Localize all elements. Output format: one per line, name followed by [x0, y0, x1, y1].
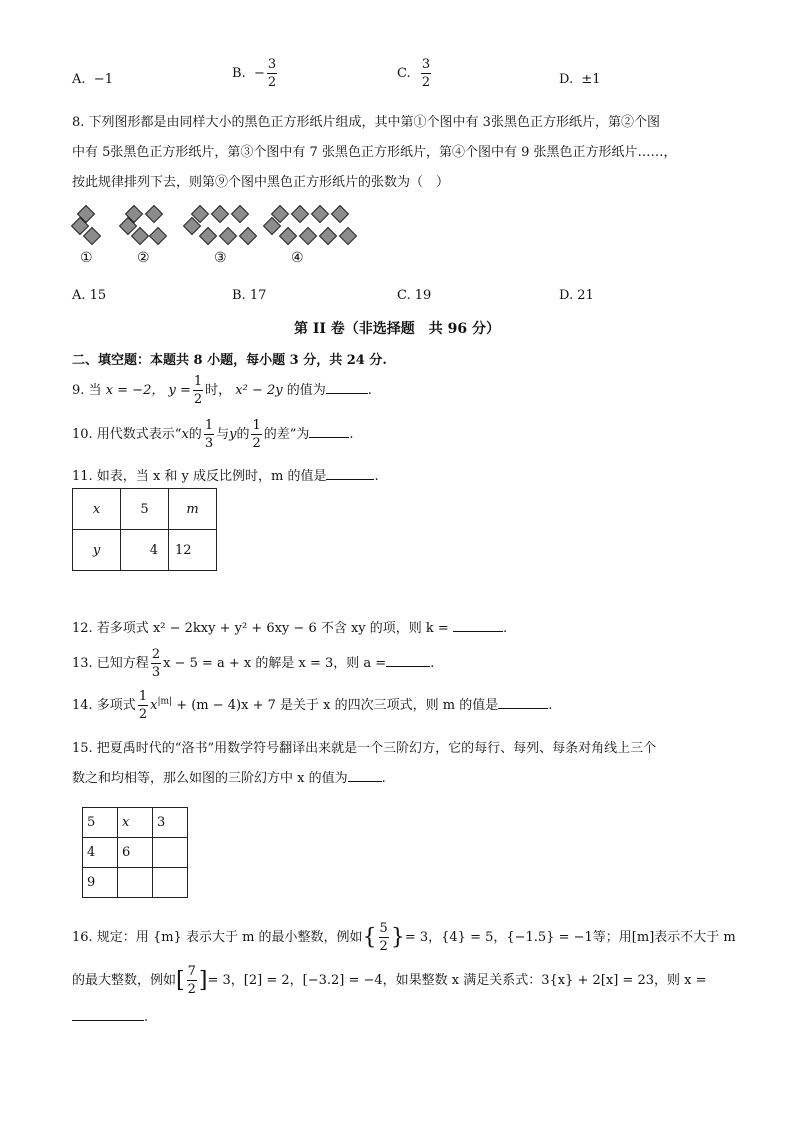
q11-answer-blank[interactable] — [326, 467, 374, 480]
paper-square — [232, 206, 249, 223]
table-cell: y — [73, 530, 121, 571]
figure-label-3: ③ — [214, 250, 227, 266]
q7-option-d: D. ±1 — [559, 72, 601, 87]
paper-square — [212, 206, 229, 223]
q12-answer-blank[interactable] — [453, 619, 503, 632]
grid-cell: 4 — [83, 838, 118, 868]
q14: 14. 多项式 $\frac{1}{2}$ $x^{|m|} + (m - 4)x + 7$ 是关于 x 的四次三项式，则 m 的值是 . — [72, 689, 553, 722]
q8-option-d: D. 21 — [559, 288, 594, 303]
figure-1 — [72, 206, 101, 245]
figure-3 — [184, 206, 257, 245]
q8-option-c: C. 19 — [397, 288, 432, 303]
q13-answer-blank[interactable] — [386, 654, 430, 667]
figure-2 — [120, 206, 167, 245]
paper-square — [292, 206, 309, 223]
table-cell: 4 — [121, 530, 169, 571]
table-cell: m — [169, 489, 217, 530]
grid-cell — [118, 868, 153, 898]
grid-cell — [153, 838, 188, 868]
q14-answer-blank[interactable] — [498, 696, 548, 709]
paper-square — [146, 206, 163, 223]
q16-line3: . — [72, 1008, 148, 1025]
section2-heading: 二、填空题：本题共 8 小题，每小题 3 分，共 24 分. — [72, 353, 387, 368]
paper-square — [150, 228, 167, 245]
q13: 13. 已知方程 $\frac{2}{3}$ x − 5 = a + x 的解是 x = 3，则 a = . — [72, 647, 435, 680]
q15-line2: 数之和均相等，那么如图的三阶幻方中 x 的值为 . — [72, 771, 386, 786]
q16-line1: 16. 规定：用 {m} 表示大于 m 的最小整数，例如{ $\frac{5}{2}$ }= 3，{4} = 5，{−1.5} = −1等；用[m]表示不大于 m — [72, 921, 736, 954]
section-title: 第 II 卷（非选择题 共 96 分） — [293, 321, 501, 337]
grid-cell: 6 — [118, 838, 153, 868]
q8-line1: 8. 下列图形都是由同样大小的黑色正方形纸片组成，其中第①个图中有 3张黑色正方形纸片，第②个图 — [72, 115, 660, 130]
figure-label-4: ④ — [291, 250, 304, 266]
paper-square — [320, 228, 337, 245]
q7-option-a: A. −1 — [72, 72, 113, 87]
figure-label-2: ② — [137, 250, 150, 266]
grid-cell: x — [118, 808, 153, 838]
q15-magic-square — [82, 807, 188, 898]
figure-4 — [264, 206, 357, 245]
q16-line2: 的最大整数，例如[ $\frac{7}{2}$ ]= 3，[2] = 2，[−3.2] = −4，如果整数 x 满足关系式：3{x} + 2[x] = 23，则 x = — [72, 964, 707, 997]
q8-option-a: A. 15 — [72, 288, 107, 303]
q8-figure — [70, 202, 360, 250]
q12: 12. 若多项式 x² − 2kxy + y² + 6xy − 6 不含 xy 的项，则 k = . — [72, 621, 508, 636]
q10: 10. 用代数式表示“x的 $\frac{1}{3}$ 与y的 $\frac{1}{2}$ 的差”为 . — [72, 418, 354, 451]
q9: 9. 当 x = −2， y = $\frac{1}{2}$ 时， x² − 2y 的值为 . — [72, 374, 372, 407]
grid-cell: 5 — [83, 808, 118, 838]
paper-square — [340, 228, 357, 245]
q9-answer-blank[interactable] — [326, 381, 368, 394]
q7-option-c: C. $\frac{3}{2}$ — [397, 57, 431, 90]
q7-option-b: B. − $\frac{3}{2}$ — [232, 57, 277, 90]
paper-square — [300, 228, 317, 245]
grid-cell: 9 — [83, 868, 118, 898]
paper-square — [132, 228, 149, 245]
paper-square — [200, 228, 217, 245]
q8-option-b: B. 17 — [232, 288, 267, 303]
table-cell: x — [73, 489, 121, 530]
q16-answer-blank[interactable] — [72, 1008, 144, 1021]
table-cell: 12 — [169, 530, 217, 571]
paper-square — [332, 206, 349, 223]
table-cell: 5 — [121, 489, 169, 530]
q11-table — [72, 488, 217, 571]
grid-cell: 3 — [153, 808, 188, 838]
paper-square — [312, 206, 329, 223]
figure-label-1: ① — [80, 250, 93, 266]
q15-answer-blank[interactable] — [348, 769, 382, 782]
q8-line2: 中有 5张黑色正方形纸片，第③个图中有 7 张黑色正方形纸片，第④个图中有 9 张黑色正方形纸片……， — [72, 145, 677, 160]
grid-cell — [153, 868, 188, 898]
paper-square — [240, 228, 257, 245]
q10-answer-blank[interactable] — [309, 425, 349, 438]
q8-line3: 按此规律排列下去，则第⑨个图中黑色正方形纸片的张数为（ ） — [72, 175, 450, 190]
paper-square — [84, 228, 101, 245]
q15-line1: 15. 把夏禹时代的“洛书”用数学符号翻译出来就是一个三阶幻方，它的每行、每列、每条对角线上三个 — [72, 741, 657, 756]
q11: 11. 如表，当 x 和 y 成反比例时，m 的值是 . — [72, 469, 379, 484]
paper-square — [220, 228, 237, 245]
paper-square — [280, 228, 297, 245]
